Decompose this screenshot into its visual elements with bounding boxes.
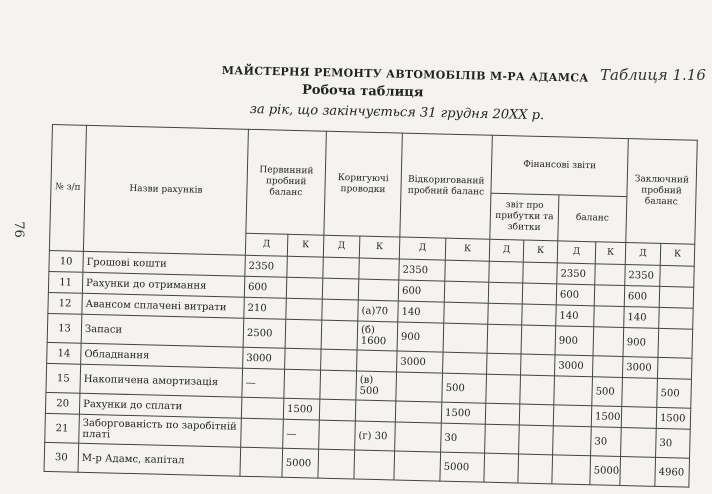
cell-bal-d	[552, 455, 591, 485]
cell-trial-k	[284, 369, 321, 399]
page-number: 76	[10, 221, 26, 238]
header-d: Д	[245, 233, 288, 256]
cell-inc-k	[521, 354, 556, 376]
cell-cl-k	[657, 357, 692, 379]
row-no: 14	[47, 342, 82, 364]
row-no: 13	[47, 313, 82, 343]
header-income: звіт про прибутки та збитки	[490, 193, 559, 241]
cell-adjd-k	[444, 281, 488, 303]
cell-bal-d	[553, 426, 592, 456]
cell-cl-d	[622, 378, 658, 408]
row-name: Рахунки до сплати	[79, 393, 241, 418]
cell-bal-k	[594, 285, 625, 307]
cell-adjd-k	[444, 302, 488, 324]
cell-cl-k: 500	[657, 378, 692, 408]
cell-trial-k	[286, 277, 323, 299]
header-adjust: Коригуючі проводки	[324, 131, 403, 237]
row-no: 20	[45, 392, 80, 414]
cell-adj-d	[322, 299, 359, 321]
cell-bal-d: 140	[556, 305, 595, 327]
cell-cl-k	[659, 286, 694, 308]
document-title: МАЙСТЕРНЯ РЕМОНТУ АВТОМОБІЛІВ М-РА АДАМСА	[221, 64, 589, 85]
cell-trial-k	[285, 319, 322, 349]
cell-inc-k	[522, 304, 557, 326]
cell-inc-d	[487, 324, 522, 354]
cell-inc-d	[484, 453, 519, 483]
header-k: К	[523, 240, 558, 263]
cell-adj-d	[321, 320, 358, 350]
cell-adj-d	[318, 449, 355, 479]
row-name: Заборгованість по заробітній платі	[79, 414, 242, 447]
cell-trial-k: 1500	[283, 398, 320, 420]
cell-trial-d: —	[242, 368, 285, 398]
cell-adj-k: (в) 500	[356, 371, 397, 401]
cell-adj-k	[355, 400, 396, 422]
cell-inc-d	[485, 424, 520, 454]
cell-inc-d	[488, 303, 523, 325]
header-name: Назви рахунків	[83, 125, 248, 255]
cell-bal-k	[593, 327, 624, 357]
cell-trial-k	[287, 256, 324, 278]
row-name: Рахунки до отримання	[82, 272, 244, 297]
cell-trial-k: —	[283, 419, 320, 449]
cell-cl-d: 3000	[622, 357, 658, 379]
cell-inc-d	[488, 282, 523, 304]
cell-adjd-k	[445, 260, 489, 282]
cell-adj-d	[319, 420, 356, 450]
header-k: К	[287, 234, 324, 257]
cell-adj-k: (б) 1600	[357, 321, 398, 351]
header-d: Д	[557, 241, 596, 264]
cell-bal-k: 30	[591, 427, 622, 457]
cell-cl-k	[660, 265, 695, 287]
cell-adjd-d	[394, 451, 441, 481]
header-trial: Первинний пробний баланс	[246, 129, 327, 235]
header-k: К	[359, 236, 400, 259]
cell-adjd-d: 2350	[399, 259, 445, 281]
header-k: К	[595, 242, 626, 265]
cell-bal-d	[553, 405, 592, 427]
cell-cl-d: 600	[624, 286, 660, 308]
cell-trial-d: 210	[244, 297, 287, 319]
cell-cl-d	[620, 456, 656, 486]
cell-adjd-k	[443, 352, 487, 374]
cell-adjd-d	[395, 401, 441, 423]
cell-adj-k	[357, 350, 398, 372]
cell-trial-k	[285, 348, 322, 370]
row-name: Запаси	[81, 314, 244, 347]
header-d: Д	[625, 243, 661, 266]
row-name: Грошові кошти	[83, 251, 245, 276]
cell-adj-d	[322, 278, 359, 300]
cell-trial-d	[241, 418, 284, 448]
cell-bal-d: 900	[555, 326, 594, 356]
header-d: Д	[489, 239, 524, 262]
cell-bal-k	[594, 306, 625, 328]
cell-trial-d: 2350	[245, 255, 288, 277]
table-label: Таблиця 1.16	[600, 66, 706, 84]
cell-inc-k	[522, 283, 557, 305]
row-no: 30	[44, 442, 79, 472]
cell-inc-k	[521, 325, 556, 355]
cell-cl-d	[621, 427, 657, 457]
cell-inc-k	[519, 425, 554, 455]
cell-adjd-d: 600	[398, 280, 444, 302]
cell-trial-d	[241, 397, 284, 419]
cell-trial-d	[240, 447, 283, 477]
cell-inc-k	[519, 404, 554, 426]
row-name: М-р Адамс, капітал	[78, 443, 241, 476]
header-balance: баланс	[558, 195, 627, 243]
cell-cl-d: 900	[623, 328, 659, 358]
cell-trial-d: 2500	[243, 318, 286, 348]
cell-adjd-d: 900	[397, 322, 444, 352]
header-financial: Фінансові звіти	[491, 135, 628, 196]
cell-bal-k: 500	[592, 377, 623, 407]
cell-trial-d: 3000	[243, 347, 286, 369]
header-d: Д	[323, 235, 360, 258]
cell-trial-k	[286, 298, 323, 320]
cell-trial-k: 5000	[282, 448, 319, 478]
header-d: Д	[399, 237, 446, 260]
cell-adjd-d	[395, 422, 442, 452]
cell-trial-d: 600	[244, 276, 287, 298]
cell-adjd-k: 500	[442, 373, 487, 403]
cell-cl-d: 140	[624, 307, 660, 329]
row-no: 12	[48, 292, 83, 314]
cell-adjd-d: 3000	[397, 351, 443, 373]
row-no: 11	[48, 271, 83, 293]
cell-inc-d	[487, 353, 522, 375]
cell-inc-k	[520, 375, 555, 405]
cell-adj-d	[321, 349, 358, 371]
row-name: Накопичена амортизація	[80, 364, 243, 397]
cell-adj-k	[354, 450, 395, 480]
header-no: № з/п	[49, 125, 86, 252]
cell-inc-k	[518, 454, 553, 484]
cell-adjd-k: 1500	[441, 402, 485, 424]
document-subtitle: Робоча таблиця	[301, 82, 424, 101]
cell-cl-d: 2350	[625, 265, 661, 287]
cell-adjd-d	[396, 372, 443, 402]
cell-adjd-k: 30	[441, 423, 486, 453]
cell-bal-k	[595, 264, 626, 286]
cell-inc-k	[523, 262, 558, 284]
header-k: К	[660, 243, 695, 266]
cell-adj-k: (а)70	[358, 300, 399, 322]
cell-bal-k: 5000	[590, 456, 621, 486]
row-name: Авансом сплачені витрати	[82, 293, 244, 318]
cell-adjd-k: 5000	[440, 452, 485, 482]
cell-cl-d	[621, 407, 657, 429]
cell-adj-k	[358, 279, 399, 301]
cell-adj-d	[320, 370, 357, 400]
cell-adjd-d: 140	[398, 301, 444, 323]
cell-inc-d	[486, 374, 521, 404]
cell-cl-k: 4960	[655, 457, 690, 487]
table-body	[44, 250, 694, 487]
cell-adjd-k	[443, 323, 488, 353]
cell-cl-k: 30	[656, 428, 691, 458]
cell-adj-d	[323, 257, 360, 279]
table-header	[49, 125, 697, 267]
period-caption: за рік, що закінчується 31 грудня 20ХХ р.	[249, 102, 545, 124]
row-name: Обладнання	[81, 343, 243, 368]
cell-cl-k: 1500	[656, 407, 691, 429]
cell-cl-k	[659, 307, 694, 329]
header-k: К	[445, 238, 490, 261]
row-no: 15	[46, 363, 81, 393]
row-no: 21	[45, 413, 80, 443]
worksheet	[43, 124, 690, 487]
header-adjusted: Відкоригований пробний баланс	[400, 133, 493, 239]
cell-adj-k: (г) 30	[355, 421, 396, 451]
row-no: 10	[49, 250, 84, 272]
cell-inc-d	[485, 403, 520, 425]
cell-bal-d	[554, 376, 593, 406]
worksheet-table	[43, 124, 697, 488]
cell-bal-k	[593, 356, 624, 378]
cell-bal-k: 1500	[591, 406, 622, 428]
cell-bal-d: 2350	[557, 263, 596, 285]
cell-adj-k	[359, 258, 400, 280]
cell-adj-d	[319, 399, 356, 421]
cell-inc-d	[489, 261, 524, 283]
cell-bal-d: 600	[556, 284, 595, 306]
header-closing: Заключний пробний баланс	[626, 139, 698, 245]
cell-cl-k	[658, 328, 693, 358]
cell-bal-d: 3000	[555, 355, 594, 377]
